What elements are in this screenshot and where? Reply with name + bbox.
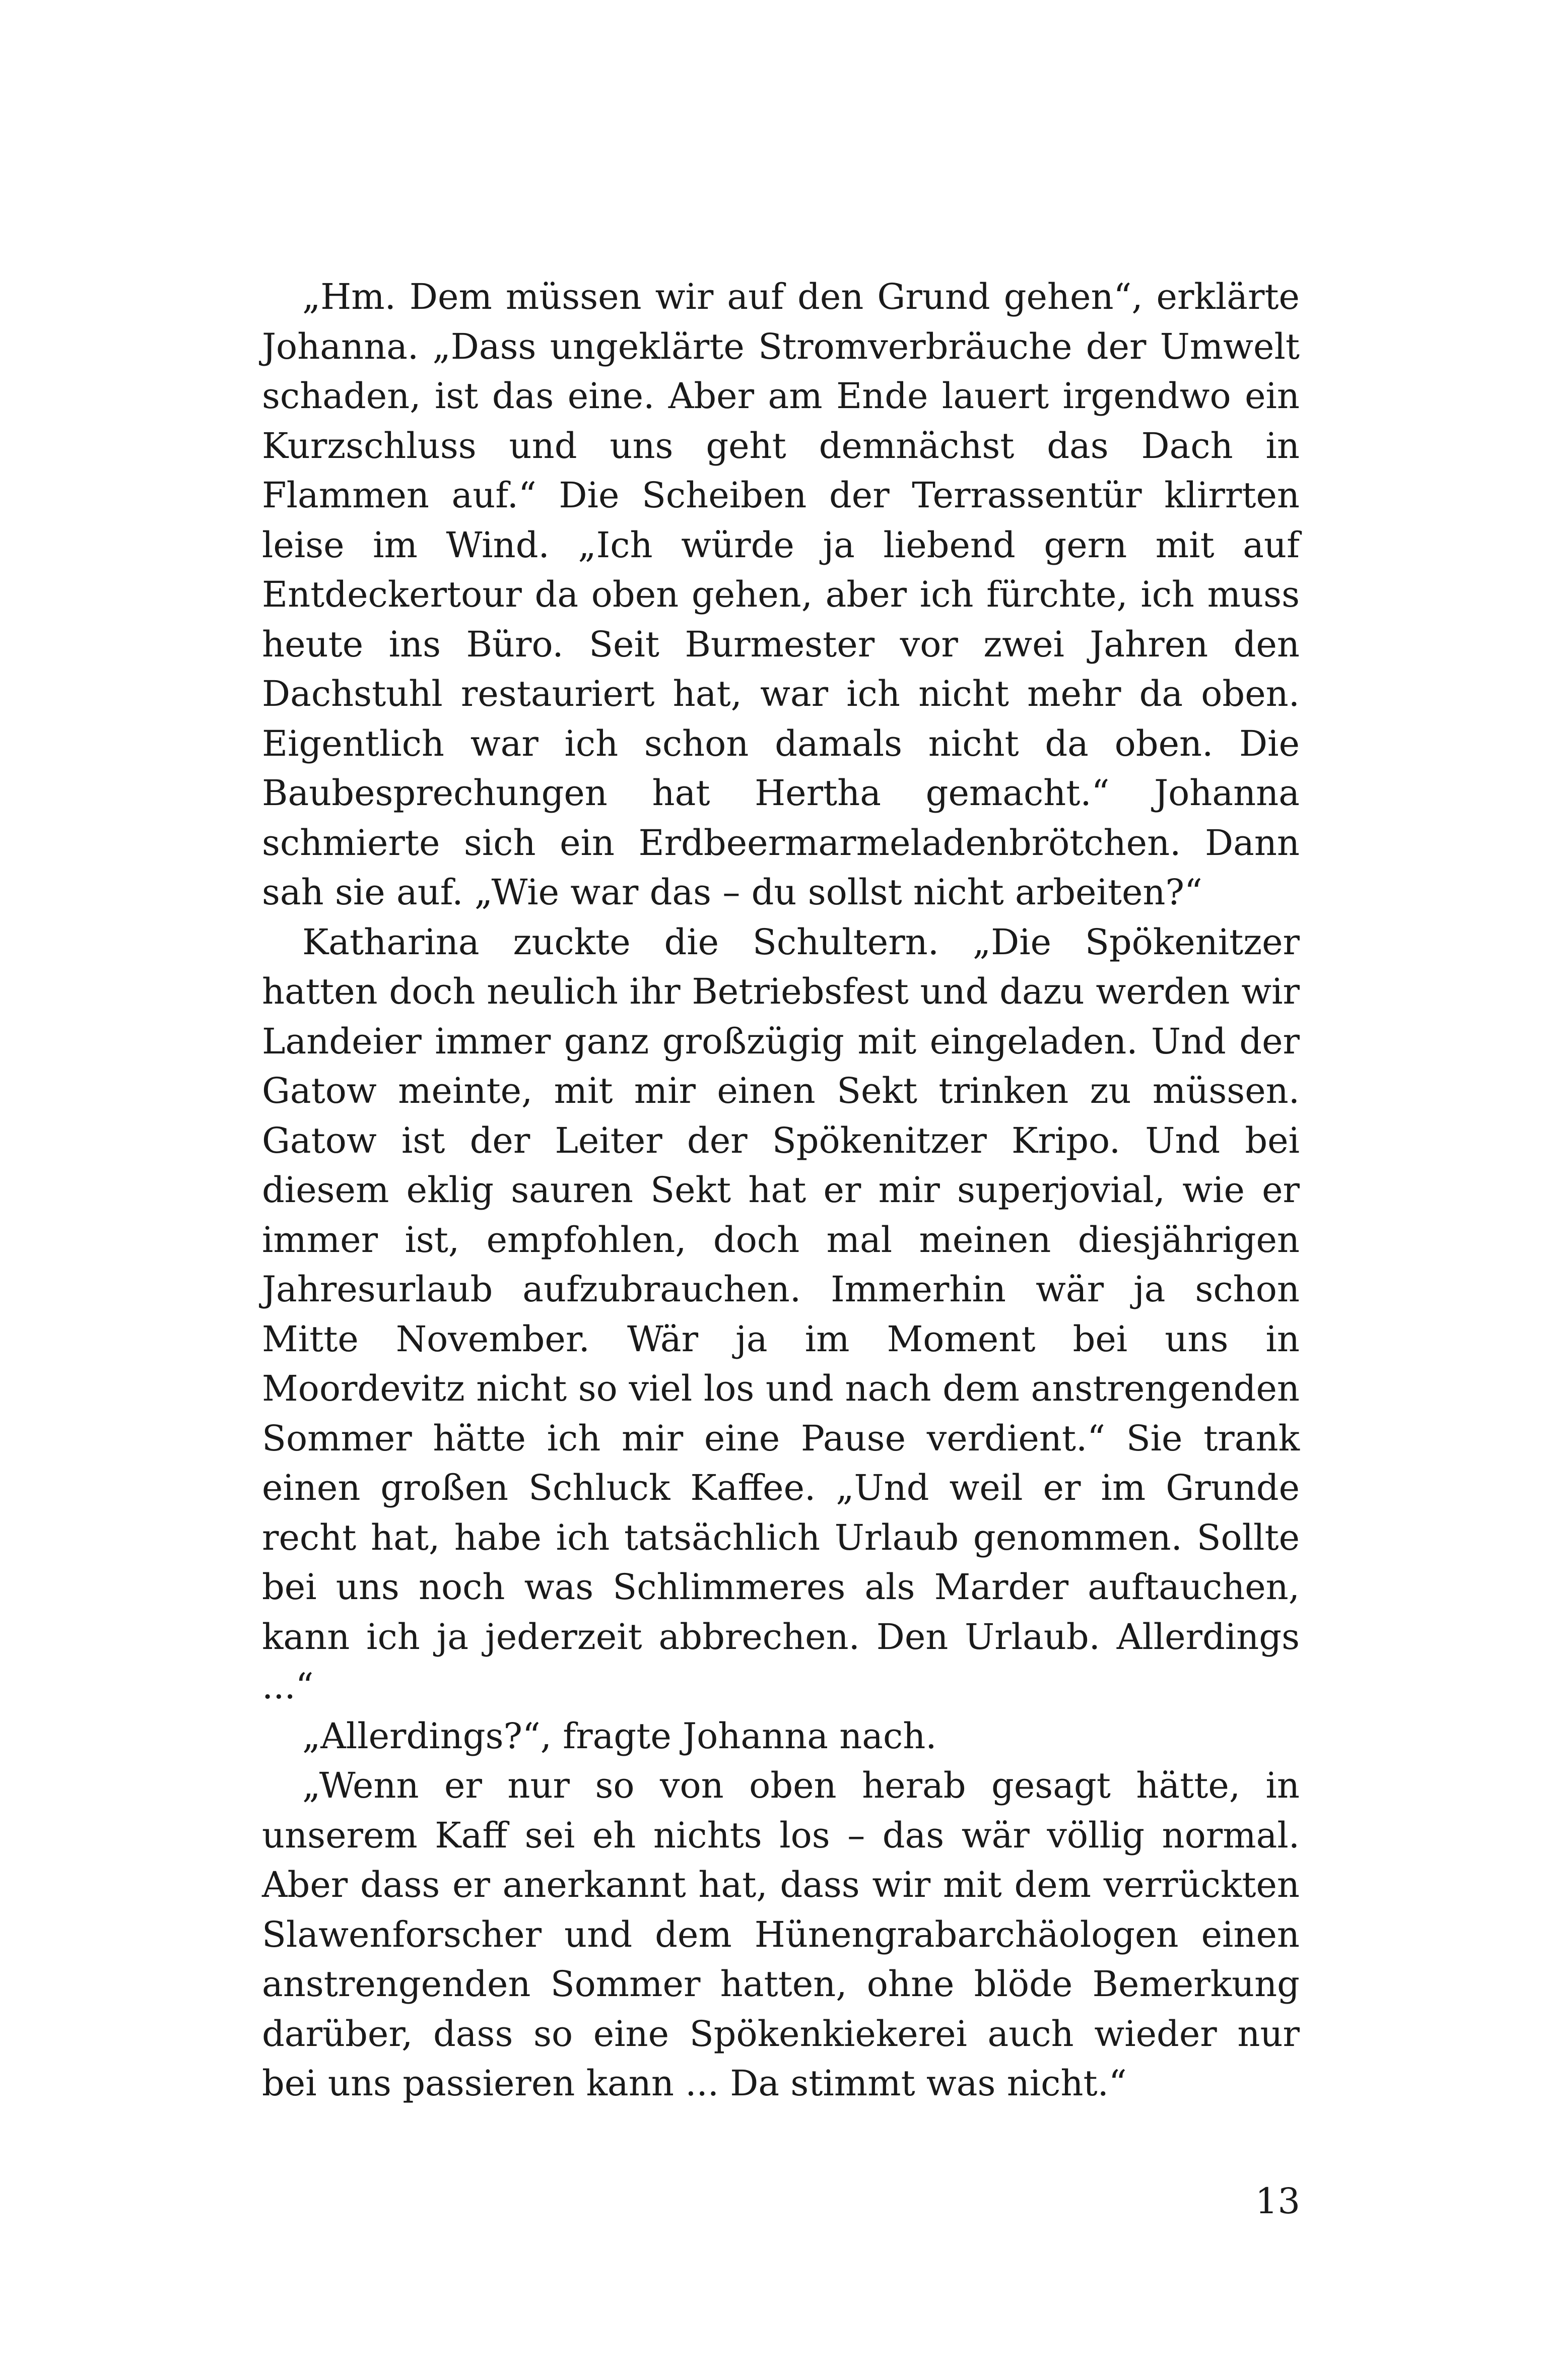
book-page-body [262,272,1300,2108]
page-number: 13 [1255,2180,1300,2222]
paragraph-4: „Wenn er nur so von oben herab gesagt hätte, in unserem Kaff sei eh nichts los – das wär völlig normal. Aber dass er anerkannt hat, dass wir mit dem verrückten Slawenforscher und dem Hünengrabarchäologen einen anstrengenden Sommer hatten, ohne blöde Bemerkung darüber, dass so eine Spökenkiekerei auch wieder nur bei uns passieren kann ... Da stimmt was nicht.“ [262,1765,1300,2104]
paragraph-3: „Allerdings?“, fragte Johanna nach. [302,1715,937,1757]
paragraph-2: Katharina zuckte die Schultern. „Die Spökenitzer hatten doch neulich ihr Betriebsfest und dazu werden wir Landeier immer ganz großzügig mit eingeladen. Und der Gatow meinte, mit mir einen Sekt trinken zu müssen. Gatow ist der Leiter der Spökenitzer Kripo. Und bei diesem eklig sauren Sekt hat er mir superjovial, wie er immer ist, empfohlen, doch mal meinen diesjährigen Jahresurlaub aufzubrauchen. Immerhin wär ja schon Mitte November. Wär ja im Moment bei uns in Moordevitz nicht so viel los und nach dem anstrengenden Sommer hätte ich mir eine Pause verdient.“ Sie trank einen großen Schluck Kaffee. „Und weil er im Grunde recht hat, habe ich tatsächlich Urlaub genommen. Sollte bei uns noch was Schlimmeres als Marder auftauchen, kann ich ja jederzeit abbrechen. Den Urlaub. Allerdings ...“ [262,921,1300,1707]
paragraph-1: „Hm. Dem müssen wir auf den Grund gehen“, erklärte Johanna. „Dass ungeklärte Stromverbräuche der Umwelt schaden, ist das eine. Aber am Ende lauert irgendwo ein Kurzschluss und uns geht demnächst das Dach in Flammen auf.“ Die Scheiben der Terrassentür klirrten leise im Wind. „Ich würde ja liebend gern mit auf Entdeckertour da oben gehen, aber ich fürchte, ich muss heute ins Büro. Seit Burmester vor zwei Jahren den Dachstuhl restauriert hat, war ich nicht mehr da oben. Eigentlich war ich schon damals nicht da oben. Die Baubesprechungen hat Hertha gemacht.“ Johanna schmierte sich ein Erdbeermarmeladenbrötchen. Dann sah sie auf. „Wie war das – du sollst nicht arbeiten?“ [262,276,1300,913]
